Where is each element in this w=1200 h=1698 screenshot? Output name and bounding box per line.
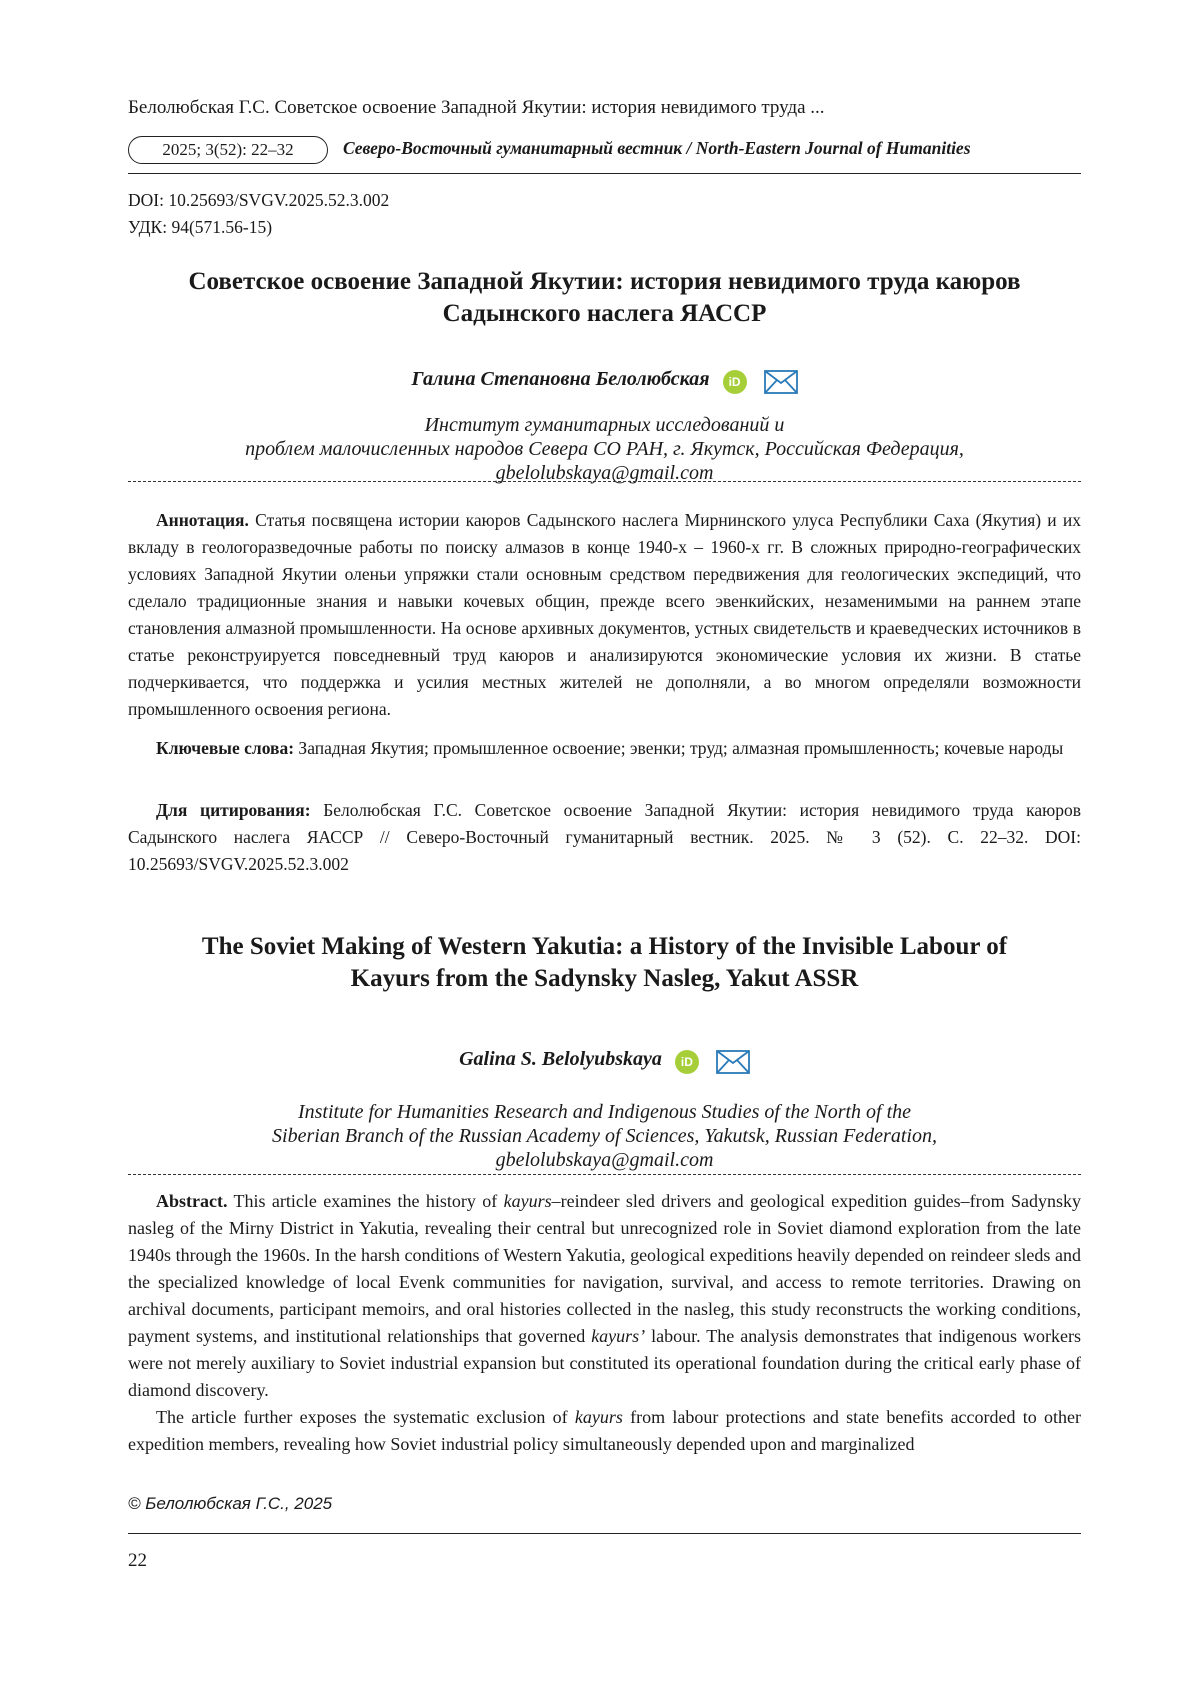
abstract-en-continued [128, 1404, 1081, 1458]
abstract-en-term: kayurs [574, 1407, 623, 1427]
footer-rule [128, 1533, 1081, 1534]
issue-row [128, 136, 1081, 166]
title-en [128, 931, 1081, 995]
abstract-en-label: Abstract. [156, 1191, 228, 1211]
abstract-en-text: from labour protections and state benefits accorded to other expedition members, revealing how Soviet industrial policy simultaneously depended upon and marginalized [128, 1407, 1082, 1454]
journal-name: Северо-Восточный гуманитарный вестник / North-Eastern Journal of Humanities [343, 138, 971, 158]
abstract-en [128, 1188, 1081, 1404]
affiliation-ru-line2: проблем малочисленных народов Севера СО РАН, г. Якутск, Российская Федерация, [245, 438, 964, 460]
email-ru[interactable]: gbelolubskaya@gmail.com [495, 462, 714, 484]
citation-ru-text: Белолюбская Г.С. Советское освоение Западной Якутии: история невидимого труда каюров Садынского наслега ЯАССР // Северо-Восточный гуманитарный вестник. 2025. № 3 (52). С. 22–32. DOI: 10.25693/SVGV.2025.52.3.002 [128, 800, 1081, 874]
udk: УДК: 94(571.56-15) [128, 217, 273, 237]
keywords-ru-text: Западная Якутия; промышленное освоение; эвенки; труд; алмазная промышленность; кочевые народы [298, 738, 1064, 758]
abstract-en-term: kayurs [503, 1191, 552, 1211]
title-ru [128, 266, 1081, 330]
keywords-ru [128, 735, 1081, 762]
title-ru-line2: Садынского наслега ЯАССР [442, 300, 767, 327]
author-ru [128, 366, 1081, 394]
author-ru-name: Галина Степановна Белолюбская [411, 368, 710, 390]
page-number: 22 [128, 1550, 147, 1571]
abstract-ru [128, 507, 1081, 723]
running-title: Белолюбская Г.С. Советское освоение Западной Якутии: история невидимого труда ... [128, 97, 825, 118]
issue-badge: 2025; 3(52): 22–32 [128, 136, 328, 164]
abstract-en-text: The article further exposes the systematic exclusion of [156, 1407, 568, 1427]
email-en[interactable]: gbelolubskaya@gmail.com [495, 1149, 714, 1171]
title-en-line1: The Soviet Making of Western Yakutia: a History of the Invisible Labour of [201, 933, 1008, 960]
citation-ru [128, 797, 1081, 878]
abstract-en-text: This article examines the history of [233, 1191, 498, 1211]
affiliation-en-line1: Institute for Humanities Research and Indigenous Studies of the North of the [297, 1101, 912, 1123]
citation-ru-label: Для цитирования: [156, 800, 311, 820]
keywords-ru-label: Ключевые слова: [156, 738, 295, 758]
abstract-en-term: kayurs’ [591, 1326, 646, 1346]
mail-icon[interactable] [716, 1050, 750, 1074]
title-en-line2: Kayurs from the Sadynsky Nasleg, Yakut ASSR [350, 965, 859, 992]
separator-dashed-ru [128, 481, 1081, 482]
header-rule [128, 173, 1081, 174]
orcid-icon[interactable]: iD [723, 370, 747, 394]
author-en [128, 1046, 1081, 1074]
abstract-ru-label: Аннотация. [156, 510, 249, 530]
title-ru-line1: Советское освоение Западной Якутии: история невидимого труда каюров [188, 268, 1021, 295]
mail-icon[interactable] [764, 370, 798, 394]
affiliation-ru [128, 413, 1081, 485]
author-en-icons [675, 1047, 750, 1073]
affiliation-en [128, 1100, 1081, 1172]
affiliation-en-line2: Siberian Branch of the Russian Academy of Sciences, Yakutsk, Russian Federation, [272, 1125, 937, 1147]
affiliation-ru-line1: Институт гуманитарных исследований и [424, 414, 785, 436]
orcid-icon[interactable]: iD [675, 1050, 699, 1074]
separator-dashed-en [128, 1174, 1081, 1175]
abstract-en-text: labour. The analysis demonstrates that indigenous workers were not merely auxiliary to Soviet industrial expansion but constituted its operational foundation during the critical early phase of diamond discovery. [128, 1326, 1082, 1400]
author-en-name: Galina S. Belolyubskaya [459, 1048, 662, 1070]
abstract-ru-text: Статья посвящена истории каюров Садынского наслега Мирнинского улуса Республики Саха (Якутия) и их вкладу в геологоразведочные работы по поиску алмазов в конце 1940-х – 1960-х гг. В сложных природно-географических условиях Западной Якутии оленьи упряжки стали основным средством передвижения для геологических экспедиций, что сделало традиционные знания и навыки кочевых общин, прежде всего эвенкийских, незаменимыми на раннем этапе становления алмазной промышленности. На основе архивных документов, устных свидетельств и краеведческих источников в статье реконструируется повседневный труд каюров и анализируются экономические условия их жизни. В статье подчеркивается, что поддержка и усилия местных жителей не дополняли, а во многом определяли возможности промышленного освоения региона. [128, 510, 1082, 719]
doi[interactable]: DOI: 10.25693/SVGV.2025.52.3.002 [128, 190, 390, 210]
copyright: © Белолюбская Г.С., 2025 [128, 1494, 333, 1513]
abstract-en-text: –reindeer sled drivers and geological expedition guides–from Sadynsky nasleg of the Mirny District in Yakutia, revealing their central but unrecognized role in Soviet diamond exploration from the late 1940s through the 1960s. In the harsh conditions of Western Yakutia, geological expeditions heavily depended on reindeer sleds and the specialized knowledge of local Evenk communities for navigation, survival, and access to remote territories. Drawing on archival documents, participant memoirs, and oral histories collected in the nasleg, this study reconstructs the working conditions, payment systems, and institutional relationships that governed [128, 1191, 1081, 1346]
author-ru-icons [723, 367, 798, 393]
